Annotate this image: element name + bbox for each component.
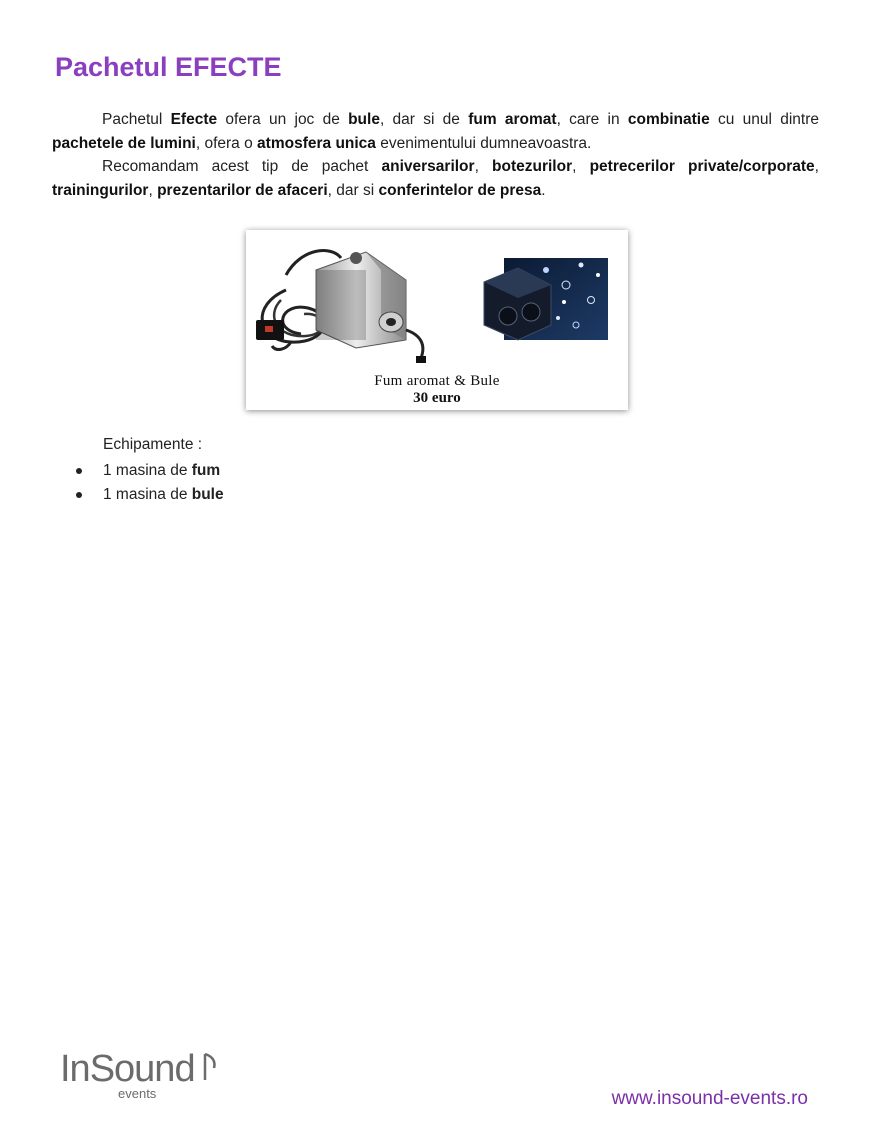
p1-text-6: , ofera o — [195, 135, 258, 152]
bullet-icon — [76, 468, 82, 474]
bubble-machine-icon — [484, 258, 608, 340]
p1-bold-combinatie: combinatie — [627, 111, 710, 128]
p2-bold-petrecerilor: petrecerilor private/corporate — [589, 158, 815, 175]
website-url[interactable]: www.insound-events.ro — [611, 1088, 808, 1109]
company-logo — [60, 1048, 230, 1108]
equipment-item-bold: bule — [191, 486, 224, 503]
recommendation-paragraph — [52, 155, 819, 203]
product-image — [246, 230, 628, 410]
p1-bold-fum-aromat: fum aromat — [468, 111, 557, 128]
list-item — [0, 483, 224, 507]
product-caption-name: Fum aromat & Bule — [374, 373, 500, 389]
p1-bold-efecte: Efecte — [170, 111, 218, 128]
logo-subtitle: events — [118, 1086, 157, 1101]
intro-paragraph — [52, 108, 819, 156]
p2-text-2: , — [474, 158, 493, 175]
p2-bold-trainingurilor: trainingurilor — [52, 182, 149, 199]
logo-wordmark: InSound — [60, 1048, 195, 1090]
page-title: Pachetul EFECTE — [55, 52, 282, 82]
equipment-label: Echipamente : — [103, 436, 203, 453]
p1-text-3: , dar si de — [379, 111, 469, 128]
p2-text-1: Recomandam acest tip de pachet — [102, 158, 382, 175]
music-note-icon — [202, 1050, 218, 1084]
p1-bold-pachetele: pachetele de lumini — [52, 135, 196, 152]
p1-text-5: cu unul dintre — [709, 111, 819, 128]
p2-text-3: , — [572, 158, 590, 175]
p2-text-4: , — [814, 158, 819, 175]
equipment-item-text: 1 masina de — [103, 462, 192, 479]
p2-bold-conferintelor: conferintelor de presa — [378, 182, 542, 199]
bullet-icon — [76, 492, 82, 498]
p2-text-5: , — [148, 182, 158, 199]
list-item — [0, 459, 224, 483]
p2-bold-prezentarilor: prezentarilor de afaceri — [157, 182, 328, 199]
p2-text-7: . — [541, 182, 546, 199]
p1-text-2: ofera un joc de — [217, 111, 349, 128]
p1-text-1: Pachetul — [102, 111, 171, 128]
equipment-list — [0, 459, 224, 507]
p2-bold-botezurilor: botezurilor — [492, 158, 573, 175]
p2-bold-aniversarilor: aniversarilor — [381, 158, 475, 175]
smoke-machine-icon — [256, 251, 426, 363]
equipment-item-text: 1 masina de — [103, 486, 192, 503]
equipment-item-bold: fum — [191, 462, 221, 479]
p1-text-7: evenimentului dumneavoastra. — [375, 135, 592, 152]
p1-bold-atmosfera: atmosfera unica — [257, 135, 376, 152]
product-caption-price: 30 euro — [413, 390, 461, 406]
p1-bold-bule: bule — [348, 111, 380, 128]
p1-text-4: , care in — [556, 111, 628, 128]
p2-text-6: , dar si — [327, 182, 379, 199]
